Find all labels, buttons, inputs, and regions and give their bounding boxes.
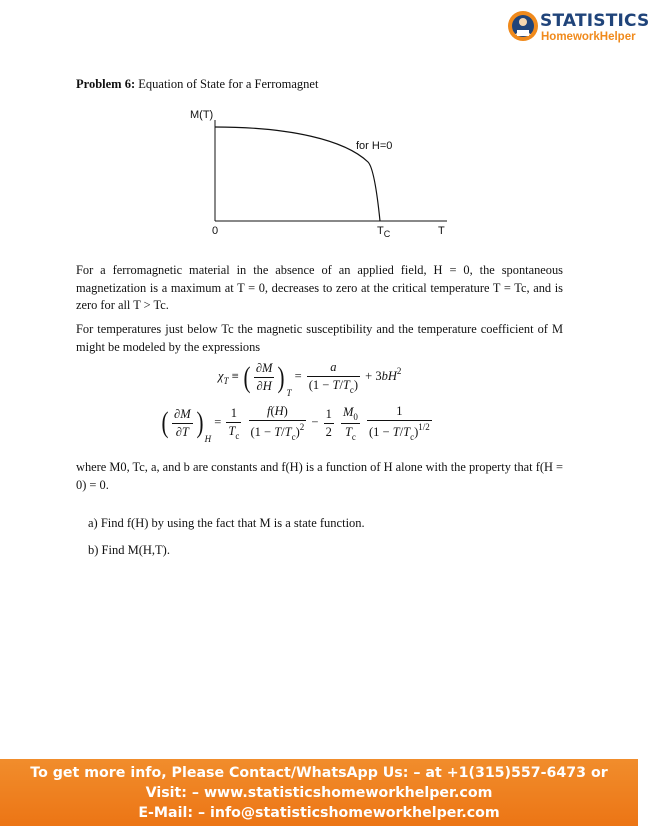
tc-label-sub: C — [383, 229, 391, 239]
question-a — [88, 516, 365, 531]
constants-paragraph: where M0, Tc, a, and b are constants and f(H) is a function of H alone with the property that f(H = 0) = 0. — [76, 460, 563, 492]
origin-label: 0 — [212, 225, 219, 237]
logo-icon — [506, 8, 540, 48]
tc-label — [377, 225, 390, 239]
question-b — [88, 543, 170, 558]
tc-label-base: T — [377, 225, 384, 237]
curve-label: for H=0 — [356, 140, 393, 152]
question-a-label: a) — [88, 516, 98, 530]
problem-title: Equation of State for a Ferromagnet — [138, 77, 319, 91]
logo-sub-text: HomeworkHelper — [541, 31, 636, 43]
susceptibility-equation — [218, 360, 401, 398]
x-axis-label: T — [438, 225, 445, 237]
equation-susceptibility-text — [218, 360, 219, 361]
question-b-text: Find M(H,T). — [101, 543, 170, 557]
logo-main-text: STATISTICS — [540, 11, 649, 31]
brand-logo — [506, 8, 649, 48]
problem-heading — [76, 77, 318, 92]
y-axis-label: M(T) — [190, 109, 214, 121]
magnetization-figure — [170, 100, 470, 250]
banner-website-line[interactable]: Visit: – www.statisticshomeworkhelper.com — [145, 785, 493, 801]
temperature-coefficient-equation — [160, 404, 434, 444]
question-a-text: Find f(H) by using the fact that M is a state function. — [100, 516, 365, 530]
problem-label: Problem 6: — [76, 77, 136, 91]
eq1-render: $\chi_T$ ≡ ( $\frac{\partial M}{\partial H}$ ) T = $\frac{a}{(1 - T/T_c)}$ + $3bH^2$ — [218, 360, 402, 399]
intro-paragraph: For a ferromagnetic material in the absence of an applied field, H = 0, the spontaneous magnetization is a maximum at T = 0, decreases to zero at the critical temperature T = Tc, and is zero for all T > Tc. — [76, 263, 563, 312]
banner-email-line[interactable]: E-Mail: – info@statisticshomeworkhelper.com — [138, 805, 500, 821]
banner-contact-line: To get more info, Please Contact/WhatsApp Us: – at +1(315)557-6473 or — [30, 765, 608, 781]
eq2-render: ( $\frac{\partial M}{\partial T}$ ) H = $\frac{1}{T_c}$ $\frac{f(H)}{(1 - T/T_c)^2}$ − $\frac{1}{2}$ $\frac{M_0}{T_c}$ $\frac{1}{(1 - T/T_c)^{1/2}}$ — [161, 404, 430, 444]
equation-coefficient-text — [160, 404, 161, 405]
question-b-label: b) — [88, 543, 99, 557]
contact-banner — [0, 759, 638, 826]
model-paragraph: For temperatures just below Tc the magnetic susceptibility and the temperature coefficient of M might be modeled by the expressions — [76, 322, 563, 354]
